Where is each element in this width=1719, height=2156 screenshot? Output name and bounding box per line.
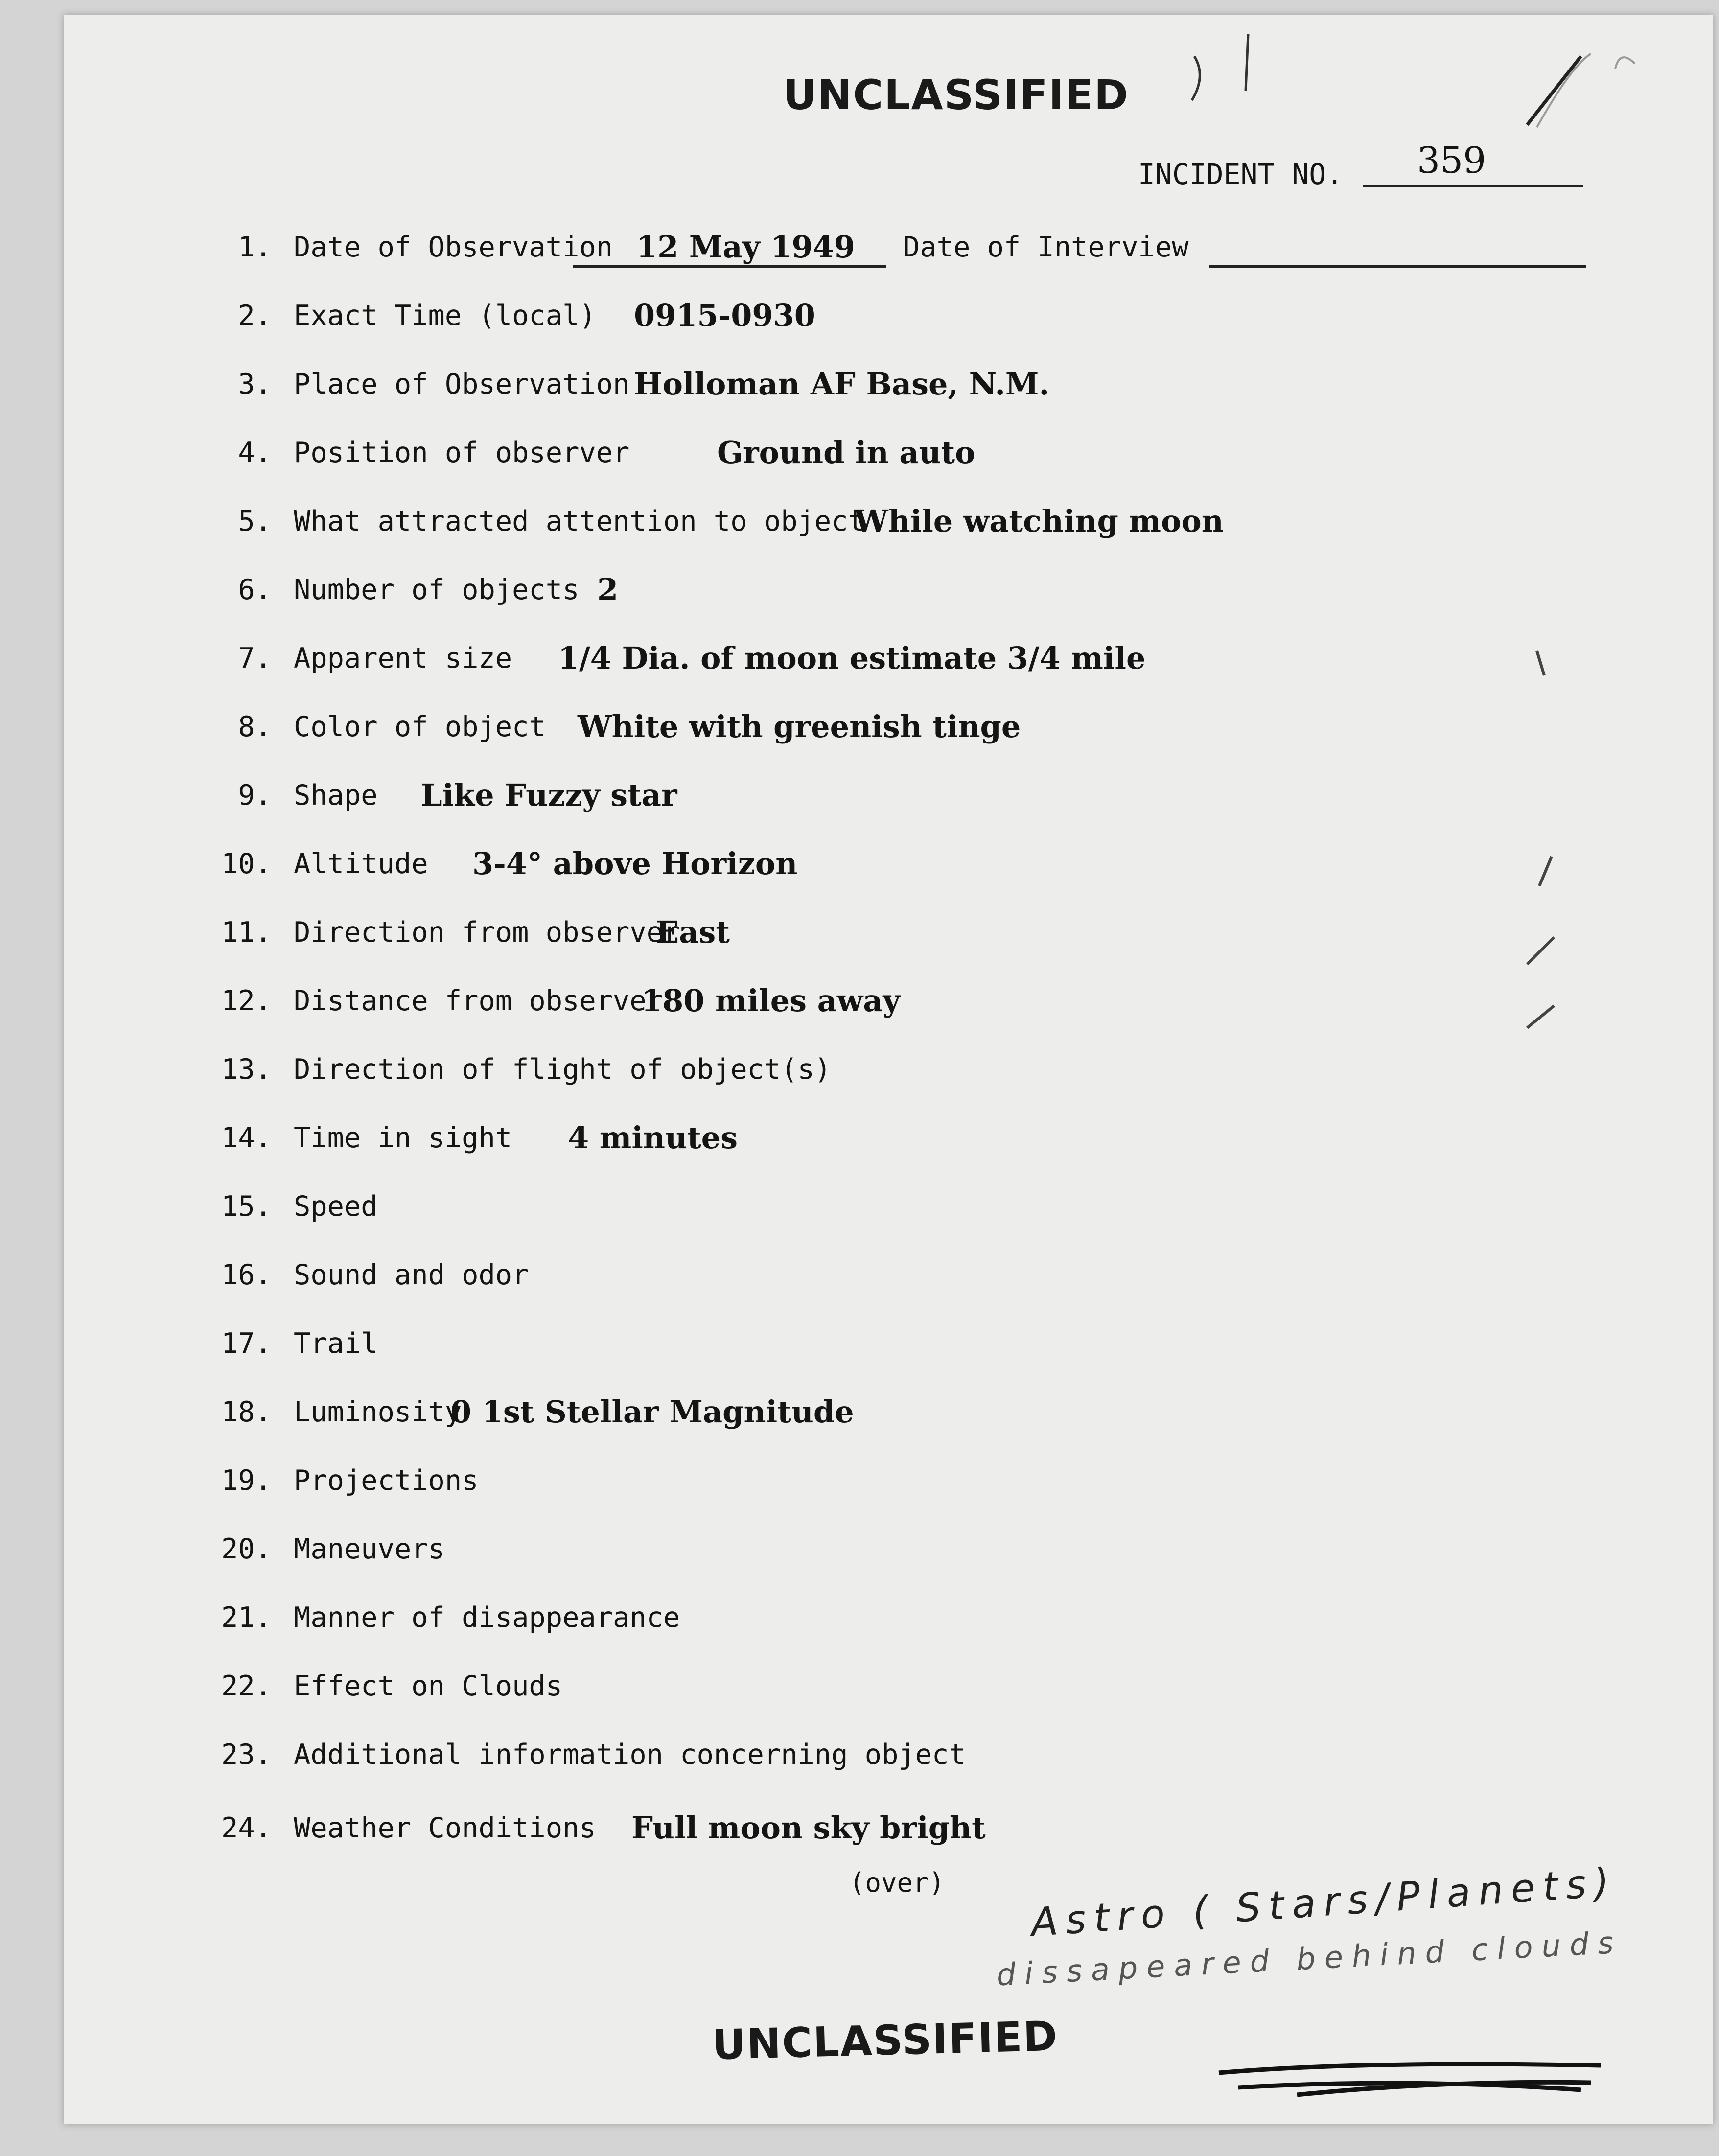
item-value: Like Fuzzy star — [421, 777, 677, 813]
item-label: What attracted attention to object — [294, 505, 865, 537]
item-label: Sound and odor — [294, 1259, 529, 1291]
item-label: Trail — [294, 1327, 378, 1360]
item-label: Time in sight — [294, 1122, 512, 1154]
item-label: Number of objects — [294, 574, 580, 606]
pen-mark — [1246, 34, 1248, 91]
item-number: 18. — [221, 1396, 272, 1428]
item-number: 7. — [238, 642, 272, 674]
item-label: Speed — [294, 1190, 378, 1223]
item-value: While watching moon — [854, 503, 1224, 539]
item-value: 12 May 1949 — [636, 229, 855, 265]
classification-stamp-top: UNCLASSIFIED — [783, 71, 1129, 119]
item-number: 5. — [238, 505, 272, 537]
item-number: 15. — [221, 1190, 272, 1223]
item-value: 2 — [597, 572, 619, 607]
pen-marks — [64, 15, 1713, 2124]
item-value: White with greenish tinge — [578, 709, 1021, 744]
item-number: 2. — [238, 300, 272, 332]
item-number: 17. — [221, 1327, 272, 1360]
item-number: 8. — [238, 711, 272, 743]
item-label: Additional information concerning object — [294, 1739, 966, 1771]
item-number: 11. — [221, 916, 272, 949]
item-label: Weather Conditions — [294, 1812, 596, 1844]
redaction-scribble — [1219, 2064, 1601, 2095]
item-value: 3-4° above Horizon — [472, 846, 798, 881]
item-number: 22. — [221, 1670, 272, 1702]
item-value: Holloman AF Base, N.M. — [634, 366, 1050, 402]
item-label: Place of Observation — [294, 368, 630, 400]
item-value: 0915-0930 — [634, 298, 815, 333]
item-value: 0 1st Stellar Magnitude — [450, 1394, 854, 1430]
item-label: Direction of flight of object(s) — [294, 1053, 832, 1086]
item-label: Effect on Clouds — [294, 1670, 563, 1702]
incident-number-value: 359 — [1363, 138, 1583, 187]
incident-number-label: INCIDENT NO. — [1138, 158, 1344, 191]
pen-mark — [1527, 56, 1581, 125]
item-label: Manner of disappearance — [294, 1601, 680, 1634]
item-value: 4 minutes — [568, 1120, 738, 1156]
over-note: (over) — [849, 1867, 945, 1898]
item-label: Direction from observer — [294, 916, 680, 949]
item-value: Ground in auto — [717, 435, 976, 470]
item-number: 3. — [238, 368, 272, 400]
item-number: 9. — [238, 779, 272, 811]
item-label: Maneuvers — [294, 1533, 445, 1565]
item-label: Color of object — [294, 711, 546, 743]
item-number: 1. — [238, 231, 272, 263]
item-number: 24. — [221, 1812, 272, 1844]
item-value: Full moon sky bright — [631, 1810, 986, 1846]
item-number: 10. — [221, 848, 272, 880]
item-number: 16. — [221, 1259, 272, 1291]
document-page — [64, 15, 1713, 2124]
item-number: 13. — [221, 1053, 272, 1086]
item-label: Date of Observation — [294, 231, 613, 263]
item-number: 4. — [238, 437, 272, 469]
handwritten-annotation-2: dissapeared behind clouds — [995, 1924, 1623, 1993]
item-label: Distance from observer — [294, 985, 663, 1017]
item-label-secondary: Date of Interview — [903, 231, 1189, 263]
item-label: Luminosity — [294, 1396, 462, 1428]
pen-mark — [1192, 56, 1200, 100]
item-label: Projections — [294, 1464, 479, 1497]
pen-mark — [1537, 54, 1635, 127]
handwritten-annotation-1: Astro ( Stars/Planets) — [1029, 1859, 1619, 1946]
item-label: Altitude — [294, 848, 428, 880]
item-number: 14. — [221, 1122, 272, 1154]
item-label: Position of observer — [294, 437, 630, 469]
item-number: 12. — [221, 985, 272, 1017]
item-label: Exact Time (local) — [294, 300, 596, 332]
item-label: Apparent size — [294, 642, 512, 674]
item-number: 6. — [238, 574, 272, 606]
item-value: 1/4 Dia. of moon estimate 3/4 mile — [558, 640, 1146, 676]
classification-stamp-bottom: UNCLASSIFIED — [711, 2012, 1059, 2069]
item-number: 20. — [221, 1533, 272, 1565]
item-label: Shape — [294, 779, 378, 811]
item-number: 19. — [221, 1464, 272, 1497]
item-number: 21. — [221, 1601, 272, 1634]
item-number: 23. — [221, 1739, 272, 1771]
item-value: East — [656, 914, 730, 950]
pen-mark — [1527, 651, 1554, 1028]
item-value: 180 miles away — [641, 983, 901, 1019]
